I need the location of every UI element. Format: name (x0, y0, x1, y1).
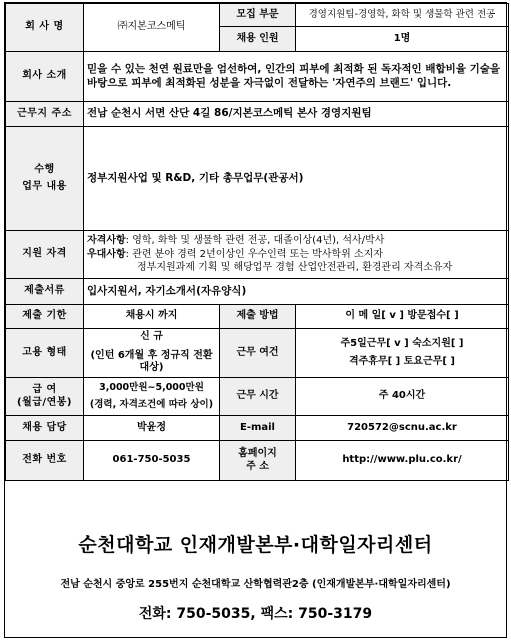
headcount-value: 1명 (296, 27, 509, 52)
salary-value1: 3,000만원~5,000만원 (99, 382, 204, 394)
contact-person-value: 박윤정 (84, 416, 220, 441)
email-label-text: E-mail (239, 421, 275, 433)
employment-value (84, 329, 220, 378)
row-deadline (6, 305, 509, 329)
conditions-label (220, 329, 296, 378)
row-salary (6, 378, 509, 416)
footer-organization: 순천대학교 인재개발본부·대학일자리센터 (78, 534, 433, 556)
row-phone (6, 441, 509, 481)
intro-value: 믿을 수 있는 천연 원료만을 엄선하여, 인간의 피부에 최적화 된 독자적인 배합비율 기술을 바탕으로 피부에 최적화된 성분을 자극없이 전달하는 '자연주의 브랜드' 입니다. (84, 52, 509, 102)
qualifications-value (84, 231, 509, 279)
employment-label: 고용 형태 (6, 329, 84, 378)
row-qualifications (6, 231, 509, 279)
required-value: : 영학, 화학 및 생물학 관련 전공, 대졸이상(4년), 석사/박사 (125, 235, 385, 247)
deadline-label: 제출 기한 (6, 305, 84, 329)
conditions-value2: 격주휴무[ ] 토요근무[ ] (348, 356, 455, 367)
job-posting-table (5, 3, 509, 481)
hours-label-text: 근무 시간 (236, 390, 279, 402)
department-value: 경영지원팀-경영학, 화학 및 생물학 관련 전공 (296, 4, 509, 27)
row-contact (6, 416, 509, 441)
email-value[interactable]: 720572@scnu.ac.kr (296, 416, 509, 441)
duties-value: 정부지원사업 및 R&D, 기타 총무업무(관공서) (84, 127, 509, 231)
conditions-value (296, 329, 509, 378)
duties-label-line2: 업무 내용 (22, 180, 67, 192)
documents-value: 입사지원서, 자기소개서(자유양식) (84, 279, 509, 305)
headcount-label: 채용 인원 (220, 27, 296, 52)
required-label: 자격사항 (87, 235, 126, 247)
footer-contact: 전화: 750-5035, 팩스: 750-3179 (138, 606, 373, 622)
deadline-value: 채용시 까지 (84, 305, 220, 329)
email-label (220, 416, 296, 441)
conditions-label-text: 근무 여건 (236, 346, 279, 358)
row-documents (6, 279, 509, 305)
method-label-text: 제출 방법 (236, 310, 279, 322)
duties-label (6, 127, 84, 231)
homepage-label-line1: 홈페이지 (238, 448, 277, 459)
salary-value2: (경력, 자격조건에 따라 상이) (89, 399, 214, 410)
employment-value1: 신 규 (140, 331, 163, 343)
footer (5, 490, 506, 636)
homepage-label (220, 441, 296, 481)
location-value: 전남 순천시 서면 산단 4길 86/지본코스메틱 본사 경영지원팀 (84, 102, 509, 127)
row-location (6, 102, 509, 127)
employment-value2: (인턴 6개월 후 정규직 전환대상) (90, 349, 213, 374)
duties-label-line1: 수행 (34, 164, 55, 175)
salary-label-line1: 급 여 (32, 384, 57, 395)
salary-value (84, 378, 220, 416)
method-value: 이 메 일[ v ] 방문접수[ ] (296, 305, 509, 329)
documents-label: 제출서류 (6, 279, 84, 305)
preferred-value2: 정부지원과제 기획 및 해당업무 경험 산업안전관리, 환경관리 자격소유자 (137, 262, 453, 274)
homepage-label-line2: 주 소 (246, 460, 269, 472)
row-company (6, 4, 509, 27)
row-intro (6, 52, 509, 102)
phone-value: 061-750-5035 (84, 441, 220, 481)
contact-person-label: 채용 담당 (6, 416, 84, 441)
salary-label-line2: (월급/연봉) (17, 396, 72, 408)
company-value: ㈜지본코스메틱 (84, 4, 220, 52)
preferred-label: 우대사항 (87, 248, 126, 260)
department-label: 모집 부문 (220, 4, 296, 27)
method-label (220, 305, 296, 329)
hours-value: 주 40시간 (296, 378, 509, 416)
row-employment (6, 329, 509, 378)
conditions-value1: 주5일근무[ v ] 숙소지원[ ] (340, 337, 464, 349)
preferred-value: : 관련 분야 경력 2년이상인 우수인력 또는 박사학위 소지자 (125, 248, 383, 260)
salary-label (6, 378, 84, 416)
footer-address: 전남 순천시 중앙로 255번지 순천대학교 산학협력관2층 (인재개발본부·대학일자리센터) (60, 579, 451, 590)
location-label: 근무지 주소 (6, 102, 84, 127)
homepage-value[interactable]: http://www.plu.co.kr/ (296, 441, 509, 481)
phone-label: 전화 번호 (6, 441, 84, 481)
company-label: 회 사 명 (6, 4, 84, 52)
job-posting-sheet (4, 2, 507, 638)
hours-label (220, 378, 296, 416)
intro-label: 회사 소개 (6, 52, 84, 102)
qualifications-label: 지원 자격 (6, 231, 84, 279)
row-duties (6, 127, 509, 231)
